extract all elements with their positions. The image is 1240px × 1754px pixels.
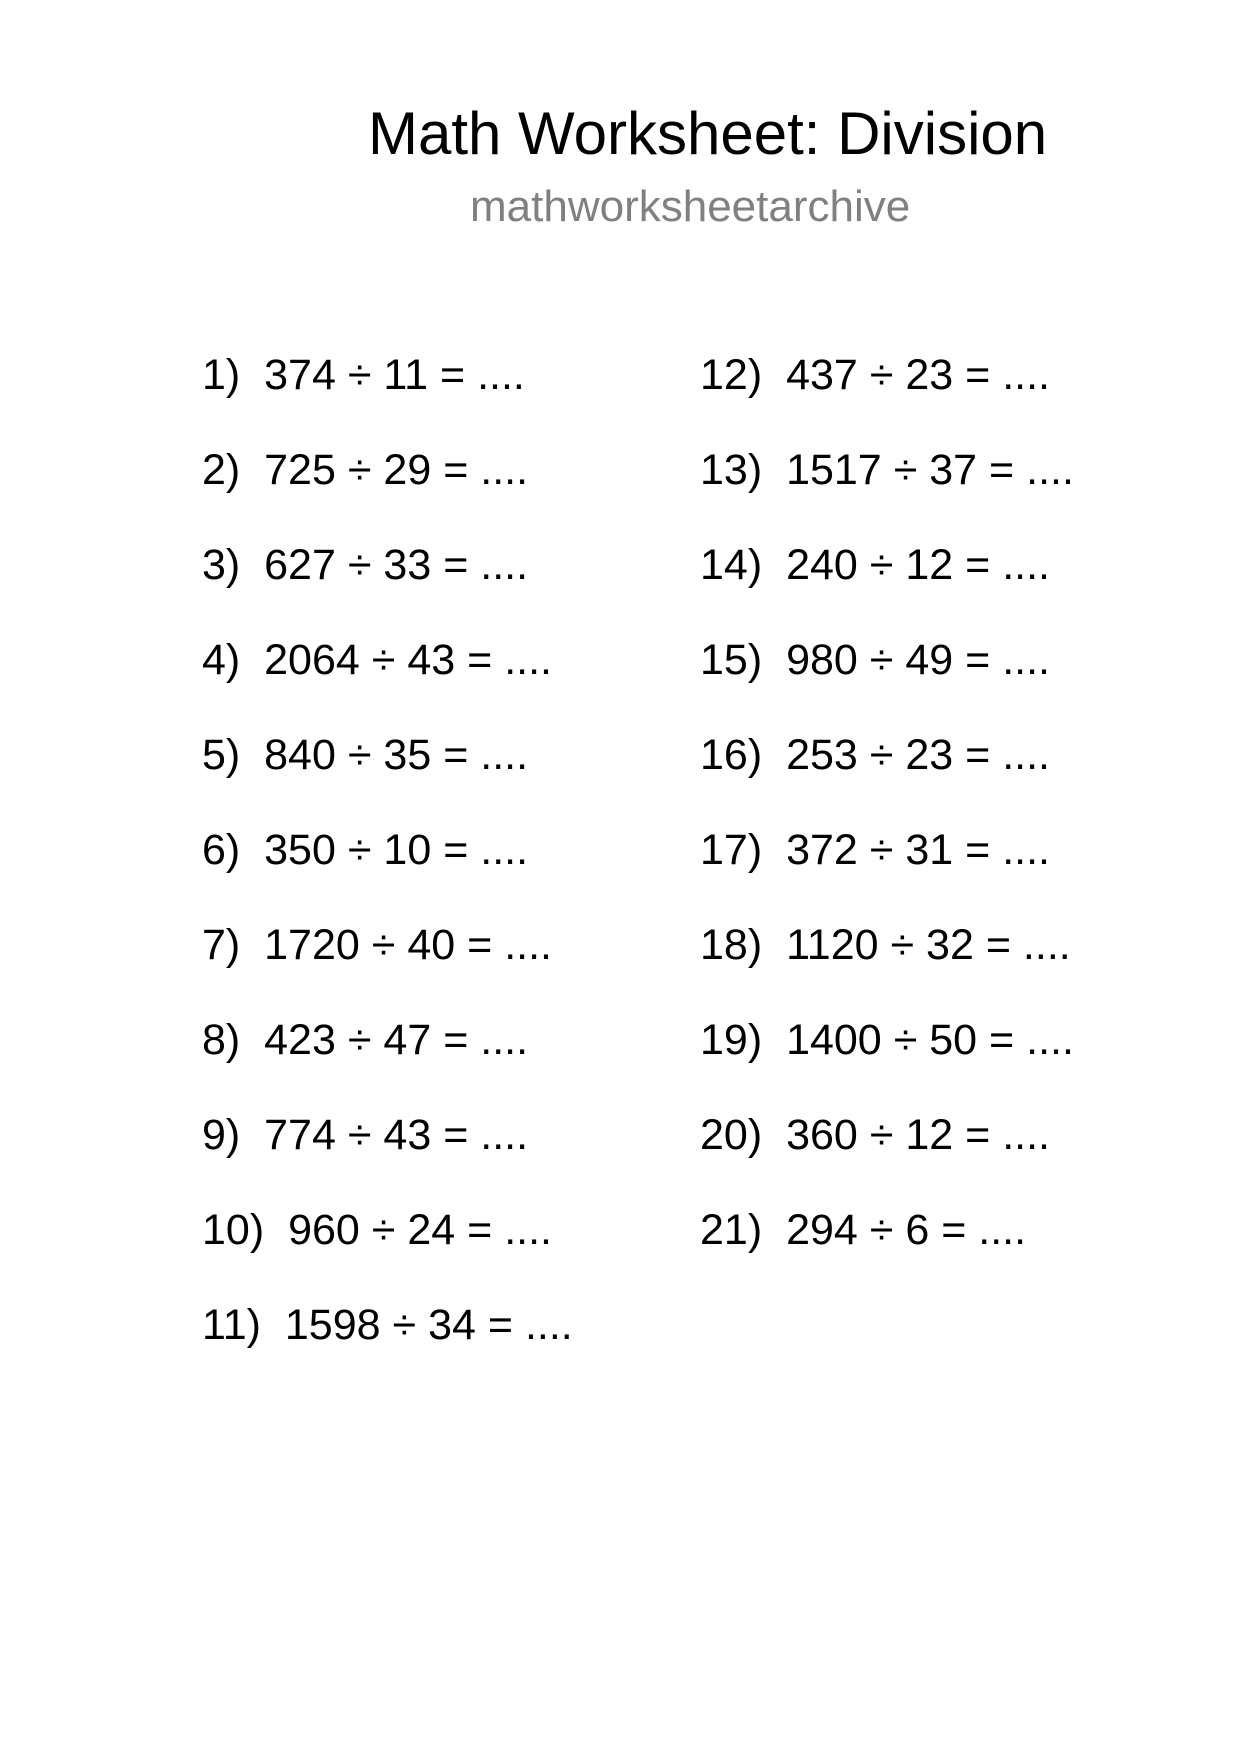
problem-item — [700, 636, 1074, 734]
divide-sign: ÷ — [371, 1206, 396, 1254]
divide-sign: ÷ — [347, 1111, 372, 1159]
answer-blank: .... — [504, 1206, 552, 1254]
equals-sign: = — [985, 921, 1011, 969]
equals-sign: = — [941, 1206, 967, 1254]
dividend: 253 — [786, 731, 858, 779]
problem-number: 14) — [700, 541, 763, 589]
divisor: 43 — [383, 1111, 432, 1159]
problem-number: 3) — [202, 541, 241, 589]
problem-number: 20) — [700, 1111, 763, 1159]
divisor: 35 — [383, 731, 432, 779]
equals-sign: = — [487, 1301, 513, 1349]
problem-number: 1) — [202, 351, 241, 399]
problem-number: 11) — [202, 1301, 261, 1349]
answer-blank: .... — [480, 826, 529, 874]
divisor: 23 — [905, 731, 954, 779]
equals-sign: = — [467, 1206, 493, 1254]
problem-number: 12) — [700, 351, 763, 399]
answer-blank: .... — [1002, 1111, 1050, 1159]
answer-blank: .... — [1022, 921, 1071, 969]
divide-sign: ÷ — [869, 731, 894, 779]
problem-item — [700, 1206, 1074, 1304]
answer-blank: .... — [1002, 731, 1050, 779]
answer-blank: .... — [480, 446, 529, 494]
divisor: 47 — [383, 1016, 432, 1064]
divisor: 23 — [905, 351, 954, 399]
divisor: 37 — [929, 446, 978, 494]
problem-number: 10) — [202, 1206, 265, 1254]
equals-sign: = — [443, 1016, 469, 1064]
divide-sign: ÷ — [890, 921, 915, 969]
worksheet-subtitle: mathworksheetarchive — [470, 182, 911, 231]
problem-number: 13) — [700, 446, 763, 494]
divisor: 50 — [929, 1016, 978, 1064]
problem-item — [700, 731, 1074, 829]
dividend: 374 — [264, 351, 336, 399]
dividend: 350 — [264, 826, 336, 874]
problem-item — [700, 541, 1074, 639]
problem-item — [700, 826, 1074, 924]
divide-sign: ÷ — [869, 636, 894, 684]
equals-sign: = — [965, 1111, 991, 1159]
problem-number: 9) — [202, 1111, 241, 1159]
answer-blank: .... — [1026, 1016, 1074, 1064]
problem-column-right — [700, 351, 1074, 1304]
divide-sign: ÷ — [869, 1111, 894, 1159]
equals-sign: = — [965, 731, 991, 779]
dividend: 725 — [264, 446, 336, 494]
problem-number: 8) — [202, 1016, 241, 1064]
divide-sign: ÷ — [347, 826, 372, 874]
problem-item — [202, 541, 573, 639]
problem-column-left — [202, 351, 573, 1399]
problem-item — [202, 731, 573, 829]
problem-item — [202, 1016, 573, 1114]
problem-item — [202, 1206, 573, 1304]
answer-blank: .... — [477, 351, 525, 399]
equals-sign: = — [467, 636, 493, 684]
dividend: 240 — [786, 541, 858, 589]
problem-number: 2) — [202, 446, 241, 494]
problem-item — [700, 1111, 1074, 1209]
divide-sign: ÷ — [392, 1301, 417, 1349]
problem-item — [700, 1016, 1074, 1114]
dividend: 960 — [288, 1206, 360, 1254]
equals-sign: = — [965, 636, 991, 684]
divisor: 24 — [407, 1206, 456, 1254]
problem-item — [202, 921, 573, 1019]
equals-sign: = — [965, 541, 991, 589]
answer-blank: .... — [504, 921, 552, 969]
dividend: 437 — [786, 351, 858, 399]
problem-number: 16) — [700, 731, 763, 779]
equals-sign: = — [443, 826, 469, 874]
dividend: 372 — [786, 826, 858, 874]
problem-item — [202, 446, 573, 544]
answer-blank: .... — [524, 1301, 573, 1349]
problem-number: 6) — [202, 826, 241, 874]
divide-sign: ÷ — [893, 1016, 918, 1064]
divisor: 40 — [407, 921, 456, 969]
divisor: 34 — [428, 1301, 476, 1349]
answer-blank: .... — [504, 636, 552, 684]
equals-sign: = — [965, 351, 991, 399]
divisor: 43 — [407, 636, 456, 684]
divide-sign: ÷ — [347, 351, 372, 399]
answer-blank: .... — [1002, 636, 1050, 684]
problem-item — [700, 351, 1074, 449]
problem-item — [700, 921, 1074, 1019]
answer-blank: .... — [480, 541, 529, 589]
dividend: 1120 — [786, 921, 879, 969]
divisor: 6 — [905, 1206, 930, 1254]
dividend: 423 — [264, 1016, 336, 1064]
divisor: 49 — [905, 636, 954, 684]
divide-sign: ÷ — [371, 921, 396, 969]
answer-blank: .... — [480, 1016, 529, 1064]
dividend: 1400 — [786, 1016, 882, 1064]
dividend: 840 — [264, 731, 336, 779]
equals-sign: = — [467, 921, 493, 969]
problem-item — [202, 1301, 573, 1399]
answer-blank: .... — [1002, 826, 1050, 874]
equals-sign: = — [989, 446, 1015, 494]
divide-sign: ÷ — [869, 541, 894, 589]
dividend: 2064 — [264, 636, 360, 684]
dividend: 1517 — [786, 446, 882, 494]
problem-item — [202, 636, 573, 734]
equals-sign: = — [443, 731, 469, 779]
divide-sign: ÷ — [347, 1016, 372, 1064]
divisor: 31 — [905, 826, 954, 874]
problem-number: 19) — [700, 1016, 763, 1064]
problem-item — [202, 826, 573, 924]
divisor: 12 — [905, 1111, 954, 1159]
answer-blank: .... — [978, 1206, 1027, 1254]
divide-sign: ÷ — [347, 541, 372, 589]
divide-sign: ÷ — [893, 446, 918, 494]
problem-number: 4) — [202, 636, 241, 684]
divisor: 29 — [383, 446, 432, 494]
answer-blank: .... — [1026, 446, 1074, 494]
problem-item — [700, 446, 1074, 544]
answer-blank: .... — [480, 731, 529, 779]
answer-blank: .... — [480, 1111, 529, 1159]
dividend: 360 — [786, 1111, 858, 1159]
equals-sign: = — [965, 826, 991, 874]
divide-sign: ÷ — [371, 636, 396, 684]
equals-sign: = — [443, 541, 469, 589]
problem-number: 5) — [202, 731, 241, 779]
divisor: 11 — [383, 351, 429, 399]
equals-sign: = — [443, 446, 469, 494]
dividend: 1598 — [284, 1301, 381, 1349]
divide-sign: ÷ — [347, 446, 372, 494]
problem-number: 17) — [700, 826, 763, 874]
dividend: 1720 — [264, 921, 360, 969]
divide-sign: ÷ — [869, 1206, 894, 1254]
dividend: 627 — [264, 541, 336, 589]
equals-sign: = — [443, 1111, 469, 1159]
answer-blank: .... — [1002, 351, 1050, 399]
divisor: 10 — [383, 826, 432, 874]
problem-number: 7) — [202, 921, 241, 969]
problem-item — [202, 351, 573, 449]
problem-number: 15) — [700, 636, 763, 684]
answer-blank: .... — [1002, 541, 1050, 589]
dividend: 774 — [264, 1111, 336, 1159]
problem-item — [202, 1111, 573, 1209]
divide-sign: ÷ — [869, 351, 894, 399]
divide-sign: ÷ — [869, 826, 894, 874]
equals-sign: = — [989, 1016, 1015, 1064]
dividend: 294 — [786, 1206, 858, 1254]
worksheet-title: Math Worksheet: Division — [368, 100, 1048, 167]
divide-sign: ÷ — [347, 731, 372, 779]
problem-number: 21) — [700, 1206, 763, 1254]
divisor: 12 — [905, 541, 954, 589]
divisor: 33 — [383, 541, 432, 589]
problem-number: 18) — [700, 921, 763, 969]
equals-sign: = — [440, 351, 466, 399]
dividend: 980 — [786, 636, 858, 684]
divisor: 32 — [926, 921, 974, 969]
